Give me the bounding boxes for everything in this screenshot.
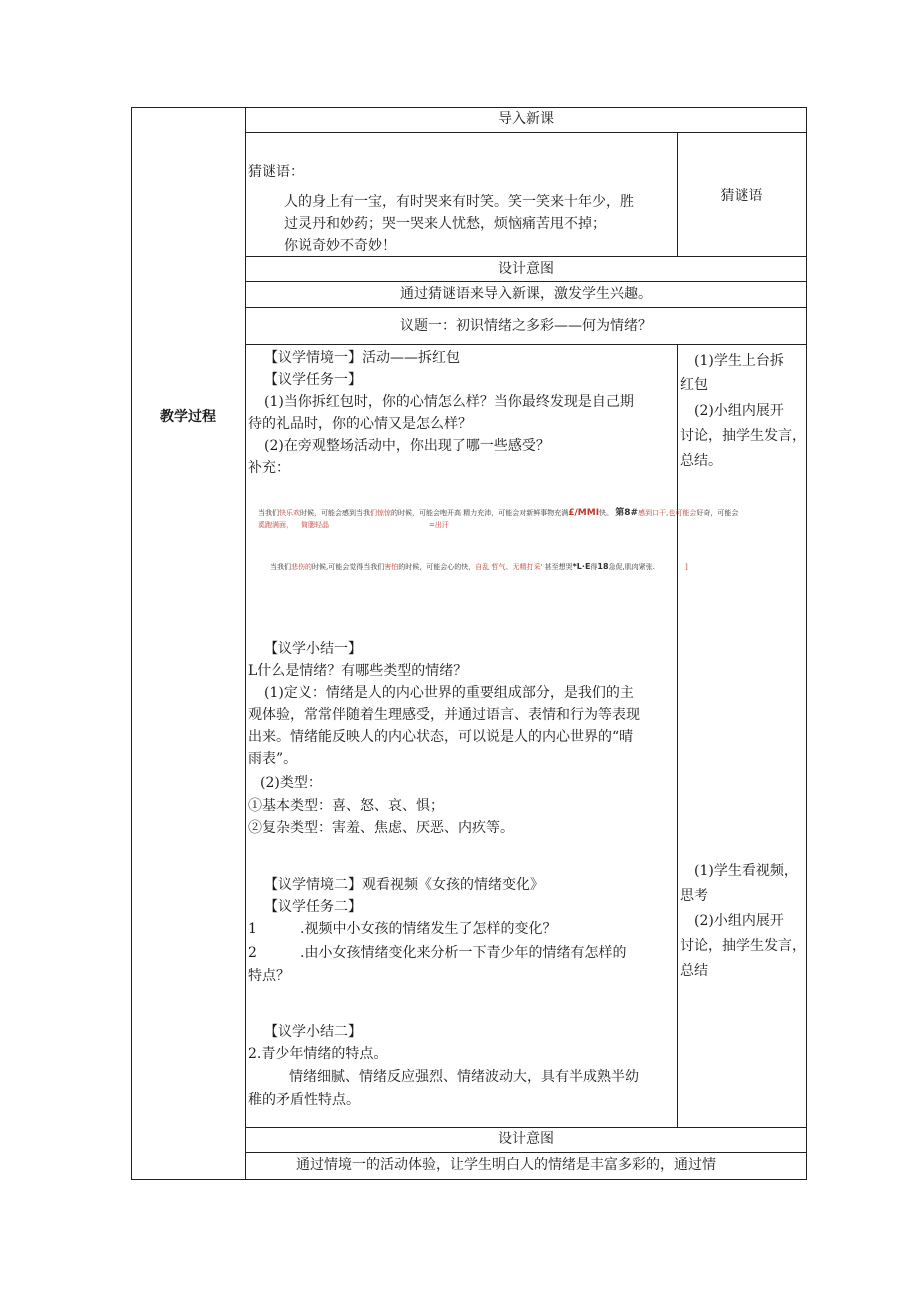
type-basic: ①基本类型：喜、怒、哀、惧； bbox=[248, 798, 444, 814]
scene2-right-note: 讨论，抽学生发言， bbox=[680, 938, 806, 954]
riddle-line: 过灵丹和妙药；哭一哭来人忧愁，烦恼痛苦甩不掉； bbox=[284, 216, 606, 232]
table-bottom-border bbox=[131, 1179, 807, 1180]
summary2-title: 【议学小结二】 bbox=[264, 1024, 362, 1040]
scene2-right-note: 思考 bbox=[680, 888, 708, 904]
table-rule bbox=[245, 281, 807, 282]
supplement-line-1b: 奚跑满面， 简腮轻晶 =出汗 bbox=[258, 521, 449, 529]
riddle-label: 猜谜语： bbox=[248, 164, 304, 180]
definition-line: 观体验，常常伴随着生理感受，并通过语言、表情和行为等表现 bbox=[248, 707, 640, 723]
summary2-line: 稚的矛盾性特点。 bbox=[248, 1092, 360, 1108]
type-complex: ②复杂类型：害羞、焦虑、厌恶、内疚等。 bbox=[248, 820, 514, 836]
scene1-right-note: 总结。 bbox=[680, 453, 722, 469]
scene1-right-note: (1)学生上台拆 bbox=[694, 353, 784, 369]
scene2-right-note: 总结 bbox=[680, 963, 708, 979]
supplement-line-2: 当我们悲伤的时候,可能会觉得当我们害怕的时候，可能会心的快，自乱 哲气、无精打采' 甚至想哭*L·E得18急促,肌肉紧张. ] bbox=[270, 562, 688, 571]
scene1-task-title: 【议学任务一】 bbox=[264, 372, 362, 388]
scene1-right-note: 红包 bbox=[680, 377, 708, 393]
riddle-line: 人的身上有一宝，有时哭来有时笑。笑一笑来十年少，胜 bbox=[284, 194, 634, 210]
summary1-question: L什么是情绪？有哪些类型的情绪？ bbox=[248, 663, 468, 679]
supplement-line-1: 当我们快乐欢时候，可能会感到当我们惊惊的时候，可能会咆开高 精力充沛，可能会对新鲜事物充满£/MMI快。 第8#感到口干,也可能会好奇，可能会 bbox=[258, 508, 739, 518]
riddle-line: 你说奇妙不奇妙！ bbox=[284, 238, 396, 254]
scene2-right-note: (1)学生看视频， bbox=[694, 863, 798, 879]
scene1-right-note: 讨论，抽学生发言， bbox=[680, 428, 806, 444]
scene2-right-note: (2)小组内展开 bbox=[694, 913, 784, 929]
topic-title: 议题一：初识情绪之多彩——何为情绪？ bbox=[400, 318, 652, 334]
table-left-border bbox=[131, 107, 132, 1180]
design-header: 设计意图 bbox=[498, 261, 554, 277]
intro-header: 导入新课 bbox=[498, 111, 554, 127]
scene1-title: 【议学情境一】活动——拆红包 bbox=[264, 350, 460, 366]
left-label: 教学过程 bbox=[160, 409, 216, 425]
summary2-question: 2.青少年情绪的特点。 bbox=[248, 1046, 388, 1062]
design2-text: 通过情境一的活动体验，让学生明白人的情绪是丰富多彩的，通过情 bbox=[296, 1157, 716, 1173]
scene1-task-line: (2)在旁观整场活动中，你出现了哪一些感受？ bbox=[264, 438, 550, 454]
task-number: 2 bbox=[248, 945, 257, 961]
design-text: 通过猜谜语来导入新课，激发学生兴趣。 bbox=[400, 286, 652, 302]
task-text: .视频中小女孩的情绪发生了怎样的变化？ bbox=[300, 921, 557, 937]
supplement-label: 补充： bbox=[248, 460, 290, 476]
table-rule bbox=[245, 1152, 807, 1153]
summary1-title: 【议学小结一】 bbox=[264, 641, 362, 657]
scene2-task-title: 【议学任务二】 bbox=[264, 899, 362, 915]
definition-line: 出来。情绪能反映人的内心状态，可以说是人的内心世界的“晴 bbox=[248, 729, 634, 745]
type-title: (2)类型： bbox=[260, 775, 322, 791]
summary2-line: 情绪细腻、情绪反应强烈、情绪波动大，具有半成熟半幼 bbox=[289, 1069, 639, 1085]
table-divider bbox=[677, 344, 678, 1128]
definition-line: (1)定义：情绪是人的内心世界的重要组成部分，是我们的主 bbox=[264, 685, 634, 701]
table-rule bbox=[245, 132, 807, 133]
design2-header: 设计意图 bbox=[498, 1131, 554, 1147]
task-text: .由小女孩情绪变化来分析一下青少年的情绪有怎样的 bbox=[300, 945, 627, 961]
table-rule bbox=[245, 344, 807, 345]
scene1-task-line: 待的礼品时，你的心情又是怎么样？ bbox=[248, 416, 472, 432]
intro-right-note: 猜谜语 bbox=[720, 188, 763, 204]
scene2-title: 【议学情境二】观看视频《女孩的情绪变化》 bbox=[264, 877, 544, 893]
definition-line: 雨表”。 bbox=[248, 751, 298, 767]
scene1-task-line: (1)当你拆红包时，你的心情怎么样？当你最终发现是自己期 bbox=[264, 394, 634, 410]
task-text: 特点？ bbox=[248, 968, 290, 984]
scene1-right-note: (2)小组内展开 bbox=[694, 403, 784, 419]
task-number: 1 bbox=[248, 921, 257, 937]
table-rule bbox=[245, 307, 807, 308]
